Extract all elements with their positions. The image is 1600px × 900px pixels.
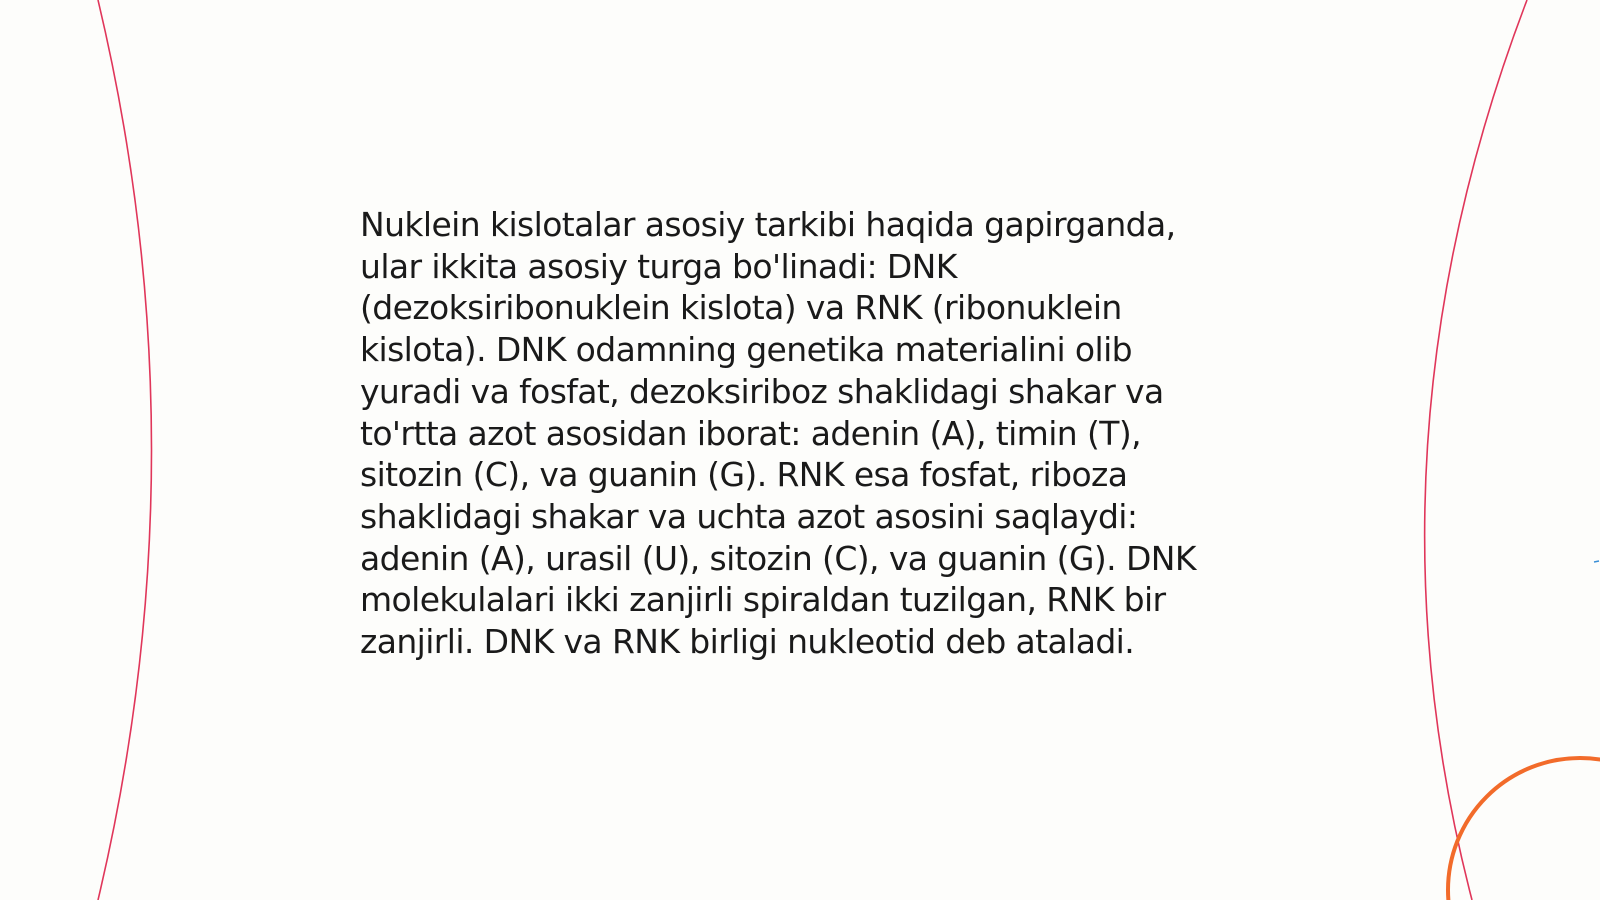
small-accent-mark: [1594, 561, 1599, 562]
paragraph-line: ular ikkita asosiy turga bo'linadi: DNK: [360, 246, 957, 286]
paragraph-line: kislota). DNK odamning genetika materialini olib: [360, 330, 1132, 370]
orange-circle-outline: [1448, 758, 1600, 900]
paragraph-line: to'rtta azot asosidan iborat: adenin (A), timin (T),: [360, 413, 1141, 453]
paragraph-line: zanjirli. DNK va RNK birligi nukleotid deb ataladi.: [360, 622, 1135, 662]
paragraph-line: Nuklein kislotalar asosiy tarkibi haqida gapirganda,: [360, 205, 1176, 244]
right-arc-line: [1425, 0, 1527, 900]
paragraph-line: molekulalari ikki zanjirli spiraldan tuzilgan, RNK bir: [360, 580, 1166, 620]
paragraph-line: yuradi va fosfat, dezoksiriboz shaklidagi shakar va: [360, 371, 1164, 411]
paragraph-line: adenin (A), urasil (U), sitozin (C), va guanin (G). DNK: [360, 538, 1196, 578]
paragraph-line: shaklidagi shakar va uchta azot asosini saqlaydi:: [360, 496, 1138, 536]
paragraph-line: (dezoksiribonuklein kislota) va RNK (ribonuklein: [360, 288, 1122, 328]
left-arc-line: [98, 0, 152, 900]
main-paragraph: [360, 204, 1220, 663]
paragraph-line: sitozin (C), va guanin (G). RNK esa fosfat, riboza: [360, 455, 1128, 495]
